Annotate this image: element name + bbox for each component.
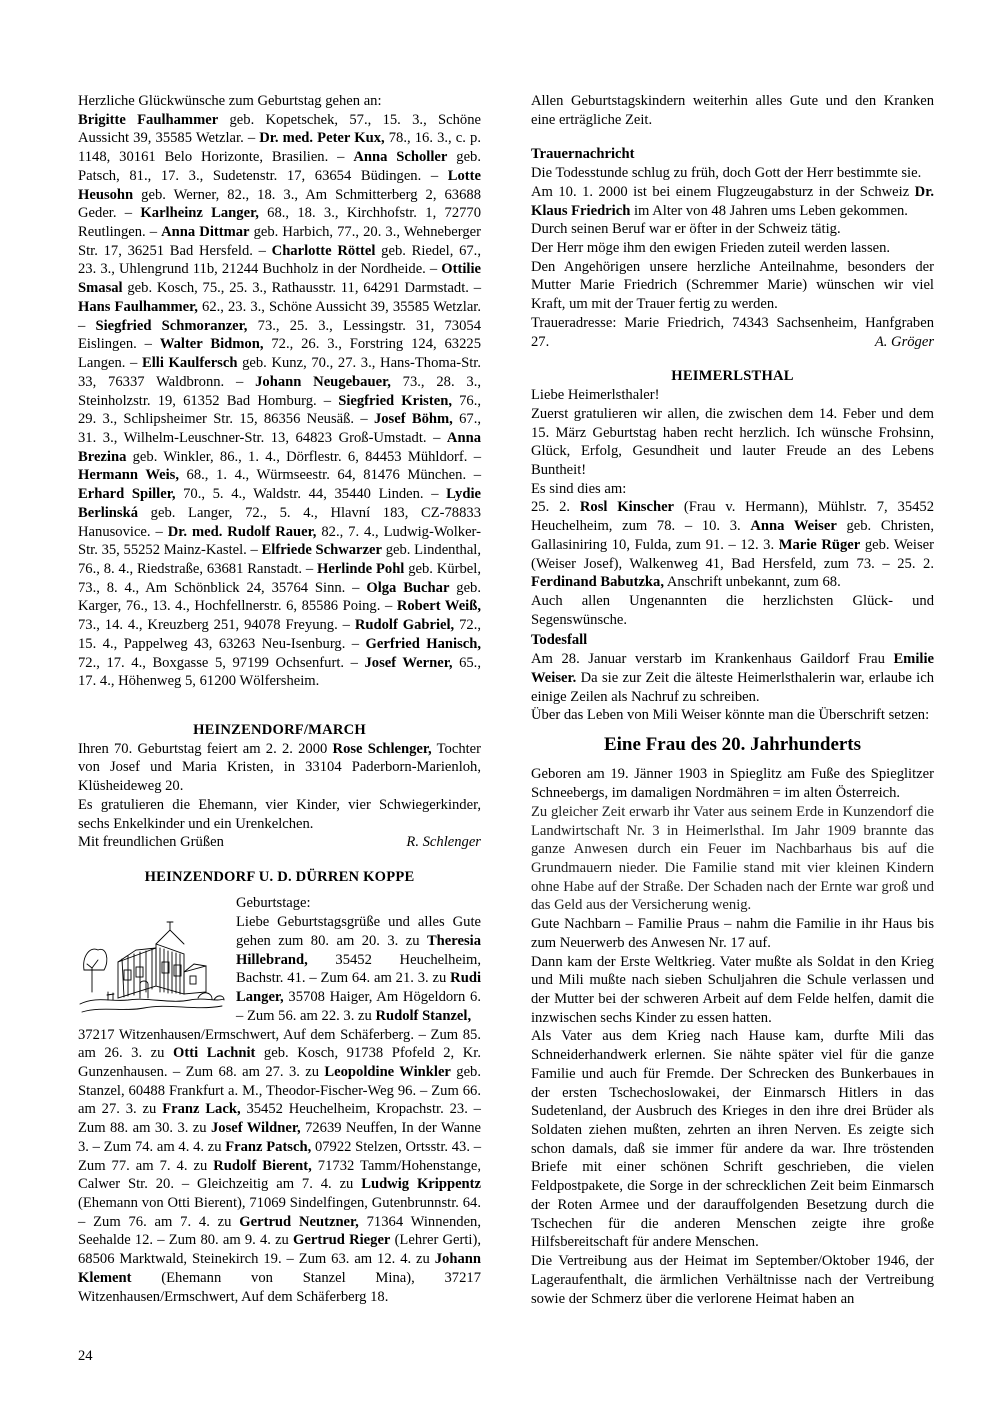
article-paragraph-6: Die Vertreibung aus der Heimat im September/Oktober 1946, der Lageraufenthalt, die ärmlichen Verhältnisse nach der Vertreibung sowie der Schmerz über die verlorene Heimat haben an (531, 1253, 934, 1307)
section-gap (78, 691, 481, 721)
heimerlsthal-paragraph-3: Auch allen Ungenannten die herzlichsten Glück- und Segenswünsche. (531, 592, 934, 628)
gap-article-2 (531, 757, 934, 765)
article-title: Eine Frau des 20. Jahrhunderts (603, 734, 862, 755)
gap-before-drawing (78, 886, 481, 894)
right-column (531, 92, 934, 1342)
left-column (78, 92, 481, 1342)
trauer-paragraph-2: Am 10. 1. 2000 ist bei einem Flugzeugabsturz in der Schweiz Dr. Klaus Friedrich im Alter von 48 Jahren ums Leben gekommen. (531, 183, 934, 219)
article-paragraph-2: Zu gleicher Zeit erwarb ihr Vater aus seinem Erde in Kunzendorf die Landwirtschaft Nr. 3 in Heimerlsthal. Im Jahr 1909 brannte das ganze Anwesen durch ein Feuer im Nachbarhaus bis auf die Grundmauern nieder. Die Familie stand mit vier kleinen Kindern ohne Habe auf der Straße. Der Schaden nach der Ernte war groß und das Geld aus der Versicherung wenig. (531, 803, 934, 914)
duerren-koppe-label: Geburtstage: (236, 895, 311, 912)
heinzendorf-march-signature: R. Schlenger (406, 834, 481, 851)
heimerlsthal-birthday-list: 25. 2. Rosl Kinscher (Frau v. Hermann), Mühlstr. 7, 35452 Heuchelheim, zum 78. – 10. 3. Anna Weiser geb. Christen, Gallasiniring 10, Fulda, zum 91. – 12. 3. Marie Rüger geb. Weiser (Weiser Josef), Walkenweg 41, Bad Hersfeld, zum 73. – 25. 2. Ferdinand Babutzka, Anschrift unbekannt, zum 68. (531, 499, 935, 591)
heimerlsthal-paragraph-1: Zuerst gratulieren wir allen, die zwischen dem 14. Feber und dem 15. März Geburtstag haben recht herzlich. Ich wünsche Frohsinn, Glück, Erfolg, Gesundheit und lauter Freude an des Lebens Buntheit! (531, 405, 934, 478)
trauer-paragraph-6: Traueradresse: Marie Friedrich, 74343 Sachsenheim, Hanfgraben 27. A. Gröger (531, 314, 934, 350)
right-top-text: Allen Geburtstagskindern weiterhin alles Gute und den Kranken eine erträgliche Zeit. (531, 93, 934, 128)
todesfall-paragraph-2: Über das Leben von Mili Weiser könnte man die Überschrift setzen: (531, 707, 930, 724)
page-number: 24 (78, 1348, 93, 1364)
gap-heimerlsthal (531, 351, 934, 367)
trauer-signature: A. Gröger (874, 333, 934, 350)
heading-duerren-koppe: HEINZENDORF U. D. DÜRREN KOPPE (144, 868, 415, 885)
trauer-paragraph-1: Die Todesstunde schlug zu früh, doch Gott der Herr bestimmte sie. (531, 165, 922, 182)
duerren-koppe-text-rest: 37217 Witzenhausen/Ermschwert, Auf dem Schäferberg. – Zum 85. am 26. 3. zu Otti Lachnit geb. Kosch, 91738 Pfofeld 2, Kr. Gunzenhausen. – Zum 68. am 27. 3. zu Leopoldine Winkler geb. Stanzel, 60488 Frankfurt a. M., Theodor-Fischer-Weg 96. – Zum 66. am 27. 3. zu Franz Lack, 35452 Heuchelheim, Kropachstr. 23. – Zum 88. am 30. 3. zu Josef Wildner, 72639 Neuffen, In der Wanne 3. – Zum 74. am 4. 4. zu Franz Patsch, 07922 Stelzen, Ortsstr. 43. – Zum 77. am 7. 4. zu Rudolf Bierent, 71732 Tamm/Hohenstange, Calwer Str. 20. – Gleichzeitig am 7. 4. zu Ludwig Krippentz (Ehemann von Otti Bierent), 71069 Sindelfingen, Gutenbrunnstr. 64. – Zum 76. am 7. 4. zu Gertrud Neutzner, 71364 Winnenden, Seehalde 12. – Zum 80. am 9. 4. zu Gertrud Rieger (Lehrer Gerti), 68506 Marktwald, Steinekirch 19. – Zum 63. am 12. 4. zu Johann Klement (Ehemann von Stanzel Mina), 37217 Witzenhausen/Ermschwert, Auf dem Schäferberg 18. (78, 1026, 482, 1305)
birthday-list: Brigitte Faulhammer geb. Kopetschek, 57., 15. 3., Schöne Aussicht 39, 35585 Wetzlar. – Dr. med. Peter Kux, 78., 16. 3., c. p. 1148, 30161 Belo Horizonte, Brasilien. – Anna Scholler geb. Patsch, 81., 17. 3., Sudetenstr. 17, 63654 Büdingen. – Lotte Heusohn geb. Werner, 82., 18. 3., Am Schmitterberg 2, 63688 Geder. – Karlheinz Langer, 68., 18. 3., Kirchhofstr. 1, 72770 Reutlingen. – Anna Dittmar geb. Harbich, 77., 20. 3., Wehneberger Str. 17, 36251 Bad Hersfeld. – Charlotte Röttel geb. Riedel, 67., 23. 3., Uhlengrund 11b, 21244 Buchholz in der Nordheide. – Ottilie Smasal geb. Kosch, 75., 25. 3., Rathausstr. 11, 64291 Darmstadt. – Hans Faulhammer, 62., 23. 3., Schöne Aussicht 39, 35585 Wetzlar. – Siegfried Schmoranzer, 73., 25. 3., Lessingstr. 31, 73054 Eislingen. – Walter Bidmon, 72., 26. 3., Forstring 124, 63225 Langen. – Elli Kaulfersch geb. Kunz, 70., 27. 3., Hans-Thoma-Str. 33, 76337 Waldbronn. – Johann Neugebauer, 73., 28. 3., Steinholzstr. 19, 61352 Bad Homburg. – Siegfried Kristen, 76., 29. 3., Schlipsheimer Str. 15, 86356 Neusäß. – Josef Böhm, 67., 31. 3., Wilhelm-Leuschner-Str. 13, 64823 Groß-Umstadt. – Anna Brezina geb. Winkler, 86., 1. 4., Dörflestr. 6, 84453 Mühldorf. – Hermann Weis, 68., 1. 4., Würmseestr. 64, 81476 München. – Erhard Spiller, 70., 5. 4., Waldstr. 44, 35440 Linden. – Lydie Berlinská geb. Langer, 72., 5. 4., Hlavní 183, CZ-78833 Hanusovice. – Dr. med. Rudolf Rauer, 82., 7. 4., Ludwig-Wolker-Str. 35, 55252 Mainz-Kastel. – Elfriede Schwarzer geb. Lindenthal, 76., 8. 4., Riedstraße, 63681 Ranstadt. – Herlinde Pohl geb. Kürbel, 73., 8. 4., Am Schönblick 24, 35764 Sinn. – Olga Buchar geb. Karger, 76., 13. 4., Hochfellnerstr. 6, 85586 Poing. – Robert Weiß, 73., 14. 4., Kreuzberg 251, 94078 Freyung. – Rudolf Gabriel, 72., 15. 4., Pappelweg 43, 63263 Neu-Isenburg. – Gerfried Hanisch, 72., 17. 4., Boxgasse 5, 97199 Ochsenfurt. – Josef Werner, 65., 17. 4., Höhenweg 5, 61200 Wölfersheim. (78, 111, 482, 690)
article-paragraph-4: Dann kam der Erste Weltkrieg. Vater mußte als Soldat in den Krieg und Mili mußte nach sieben Schuljahren die Schule verlassen und der Mutter bei der schweren Arbeit auf dem Felde helfen, damit die inzwischen sechs Kinder zu essen hatten. (531, 953, 934, 1026)
article-paragraph-5: Als Vater aus dem Krieg nach Hause kam, durfte Mili das Schneiderhandwerk erlernen. Sie nähte später viel für die ganze Familie und auch für Fremde. Der Schrecken des Bunkerbaues in der ersten Tschechoslowakei, der Einmarsch Hitlers in das Sudetenland, der Ausbruch des Krieges in den ihre drei Brüder als Soldaten ziehen mußten, zehrten an ihren Nerven. Es zeigte sich schon damals, daß sie immer für andere da war. Ihre tröstenden Briefe mit einer schönen Schrift geschrieben, die vielen Feldpostpakete, die Sorge in der schrecklichen Zeit beim Einmarsch der Roten Armee und der darauffolgenden Besetzung durch die Tschechen für die anderen Menschen zeigte ihre große Hilfsbereitschaft für andere Menschen. (531, 1028, 934, 1251)
heading-trauernachricht: Trauernachricht (531, 146, 635, 163)
gap-trauer (531, 129, 934, 145)
village-chapel-illustration (78, 896, 226, 1024)
duerren-koppe-block (78, 894, 481, 1306)
two-column-layout (78, 92, 934, 1342)
heading-todesfall: Todesfall (531, 632, 588, 649)
birthday-intro: Herzliche Glückwünsche zum Geburtstag gehen an: (78, 93, 382, 109)
heading-heinzendorf-march: HEINZENDORF/MARCH (193, 722, 366, 738)
article-paragraph-1: Geboren am 19. Jänner 1903 in Spieglitz am Fuße des Spieglitzer Schneebergs, im damaligen Nordmähren = im alten Österreich. (531, 766, 934, 802)
trauer-paragraph-5: Den Angehörigen unsere herzliche Anteilnahme, besonders der Mutter Marie Friedrich (Schremmer Marie) wünschen wir viel Kraft, um mit der Trauer fertig zu werden. (531, 258, 934, 313)
trauer-paragraph-4: Der Herr möge ihm den ewigen Frieden zuteil werden lassen. (531, 240, 891, 257)
section-gap-2 (78, 852, 481, 868)
heimerlsthal-paragraph-2: Es sind dies am: (531, 480, 627, 497)
duerren-koppe-text-wrapped: Liebe Geburtstagsgrüße und alles Gute gehen zum 80. am 20. 3. zu Theresia Hillebrand, 35452 Heuchelheim, Bachstr. 41. – Zum 64. am 21. 3. zu Rudi Langer, 35708 Haiger, Am Högeldorn 6. – Zum 56. am 22. 3. zu Rudolf Stanzel, (236, 914, 481, 1024)
heinzendorf-march-paragraph-2: Es gratulieren die Ehemann, vier Kinder, vier Schwiegerkinder, sechs Enkelkinder und ein Urenkelchen. (78, 796, 481, 832)
gap-article (531, 725, 934, 733)
trauer-paragraph-3: Durch seinen Beruf war er öfter in der Schweiz tätig. (531, 221, 841, 238)
todesfall-paragraph-1: Am 28. Januar verstarb im Krankenhaus Gaildorf Frau Emilie Weiser. Da sie zur Zeit die älteste Heimerlsthalerin war, erlaube ich einige Zeilen als Nachruf zu schreiben. (531, 651, 934, 705)
heimerlsthal-greeting: Liebe Heimerlsthaler! (531, 387, 660, 404)
article-paragraph-3: Gute Nachbarn – Familie Praus – nahm die Familie in ihr Haus bis zum Neuerwerb des Anwesen Nr. 17 auf. (531, 916, 934, 951)
heinzendorf-march-greeting: Mit freundlichen Grüßen (78, 834, 224, 851)
heading-heimerlsthal: HEIMERLSTHAL (671, 368, 794, 385)
heinzendorf-march-paragraph: Ihren 70. Geburtstag feiert am 2. 2. 2000 Rose Schlenger, Tochter von Josef und Maria Kristen, in 33104 Paderborn-Marienloh, Klüsheideweg 20. (78, 740, 482, 795)
